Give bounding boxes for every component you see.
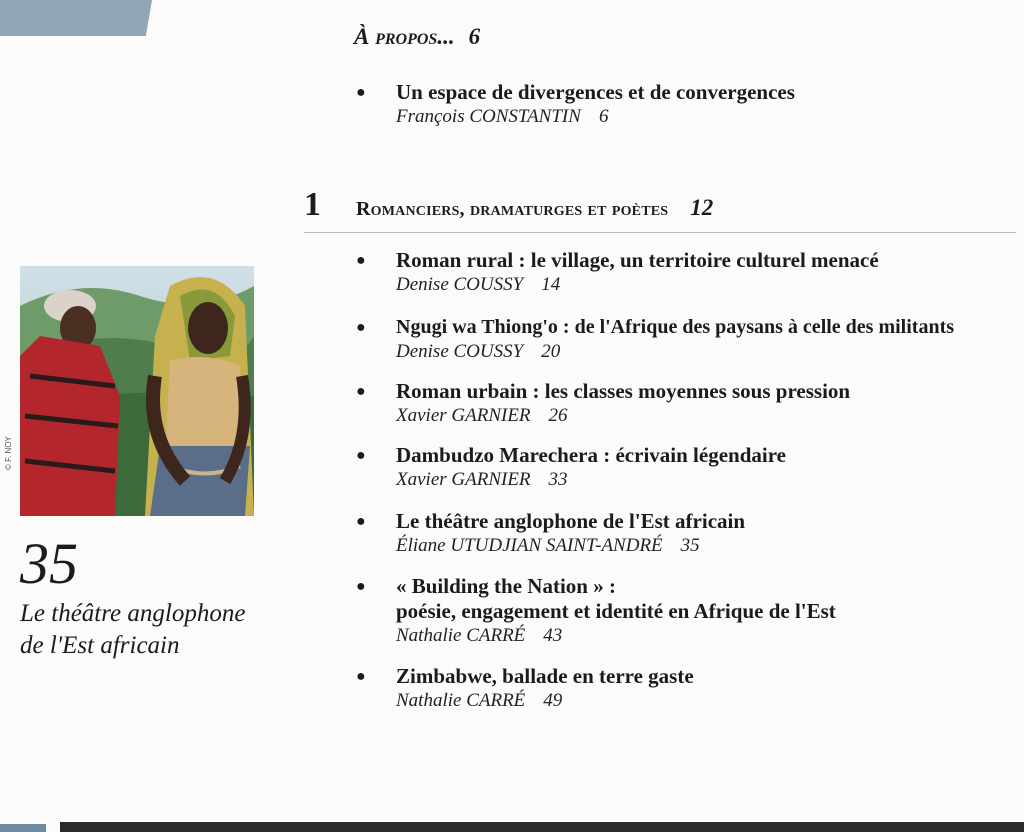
entry-title: Dambudzo Marechera : écrivain légendaire xyxy=(396,443,786,467)
entry-author: Denise COUSSY xyxy=(396,274,524,295)
part-page: 12 xyxy=(690,195,714,220)
apropos-label: À propos... xyxy=(354,24,455,49)
feature-page-number: 35 xyxy=(20,531,78,596)
photo-credit: © F. NOY xyxy=(4,436,13,470)
entry-author-line xyxy=(396,105,795,129)
entry-page: 14 xyxy=(541,274,561,295)
bullet-icon: ● xyxy=(356,668,366,685)
entry-author-line xyxy=(396,689,694,713)
entry-title: Ngugi wa Thiong'o : de l'Afrique des paysans à celle des militants xyxy=(396,316,955,338)
feature-caption xyxy=(20,598,300,662)
tape-strip-bottom xyxy=(0,824,46,832)
apropos-page: 6 xyxy=(468,24,481,49)
tape-strip xyxy=(0,0,152,36)
entry-author-line xyxy=(396,534,745,558)
toc-entry[interactable] xyxy=(356,315,954,364)
entry-author: Nathalie CARRÉ xyxy=(396,625,526,646)
entry-page: 43 xyxy=(543,625,563,646)
entry-title: Le théâtre anglophone de l'Est africain xyxy=(396,509,746,533)
entry-title: Un espace de divergences et de convergences xyxy=(396,80,795,104)
toc-entry[interactable] xyxy=(356,574,836,648)
part-title: Romanciers, dramaturges et poètes xyxy=(356,198,669,220)
divider xyxy=(304,232,1016,233)
entry-page: 49 xyxy=(543,690,563,711)
bullet-icon: ● xyxy=(356,383,366,400)
toc-entry[interactable] xyxy=(356,248,879,297)
entry-author: François CONSTANTIN xyxy=(396,106,581,127)
feature-photo xyxy=(20,266,254,516)
feature-caption-line1: Le théâtre anglophone xyxy=(20,600,246,627)
bullet-icon: ● xyxy=(356,319,366,336)
entry-author-line xyxy=(396,273,879,297)
part-heading xyxy=(304,186,713,224)
entry-page: 33 xyxy=(548,469,568,490)
intro-entry[interactable] xyxy=(356,80,795,129)
entry-page: 35 xyxy=(680,535,700,556)
bullet-icon: ● xyxy=(356,513,366,530)
entry-title: Roman urbain : les classes moyennes sous pression xyxy=(396,379,851,403)
entry-page: 20 xyxy=(541,341,561,362)
entry-author-line xyxy=(396,404,850,428)
entry-title-continued: poésie, engagement et identité en Afrique de l'Est xyxy=(396,599,836,623)
entry-author-line xyxy=(396,468,786,492)
toc-entry[interactable] xyxy=(356,664,694,713)
entry-title: Roman rural : le village, un territoire culturel menacé xyxy=(396,248,879,272)
bullet-icon: ● xyxy=(356,447,366,464)
toc-entry[interactable] xyxy=(356,509,745,558)
entry-author-line xyxy=(396,624,836,648)
bullet-icon: ● xyxy=(356,578,366,595)
entry-page: 26 xyxy=(548,405,568,426)
entry-author: Nathalie CARRÉ xyxy=(396,690,526,711)
entry-author-line xyxy=(396,340,954,364)
toc-entry[interactable] xyxy=(356,443,786,492)
apropos-heading xyxy=(354,24,480,50)
entry-title: « Building the Nation » : xyxy=(396,574,616,598)
bullet-icon: ● xyxy=(356,84,366,101)
entry-author: Éliane UTUDJIAN SAINT-ANDRÉ xyxy=(396,535,663,556)
entry-author: Xavier GARNIER xyxy=(396,405,531,426)
part-number: 1 xyxy=(304,186,321,223)
two-women-illustration xyxy=(20,266,254,516)
entry-page: 6 xyxy=(598,106,609,127)
entry-author: Denise COUSSY xyxy=(396,341,524,362)
entry-title: Zimbabwe, ballade en terre gaste xyxy=(396,664,694,688)
bullet-icon: ● xyxy=(356,252,366,269)
entry-author: Xavier GARNIER xyxy=(396,469,531,490)
page-edge xyxy=(60,822,1024,832)
toc-entry[interactable] xyxy=(356,379,850,428)
feature-caption-line2: de l'Est africain xyxy=(20,632,180,659)
